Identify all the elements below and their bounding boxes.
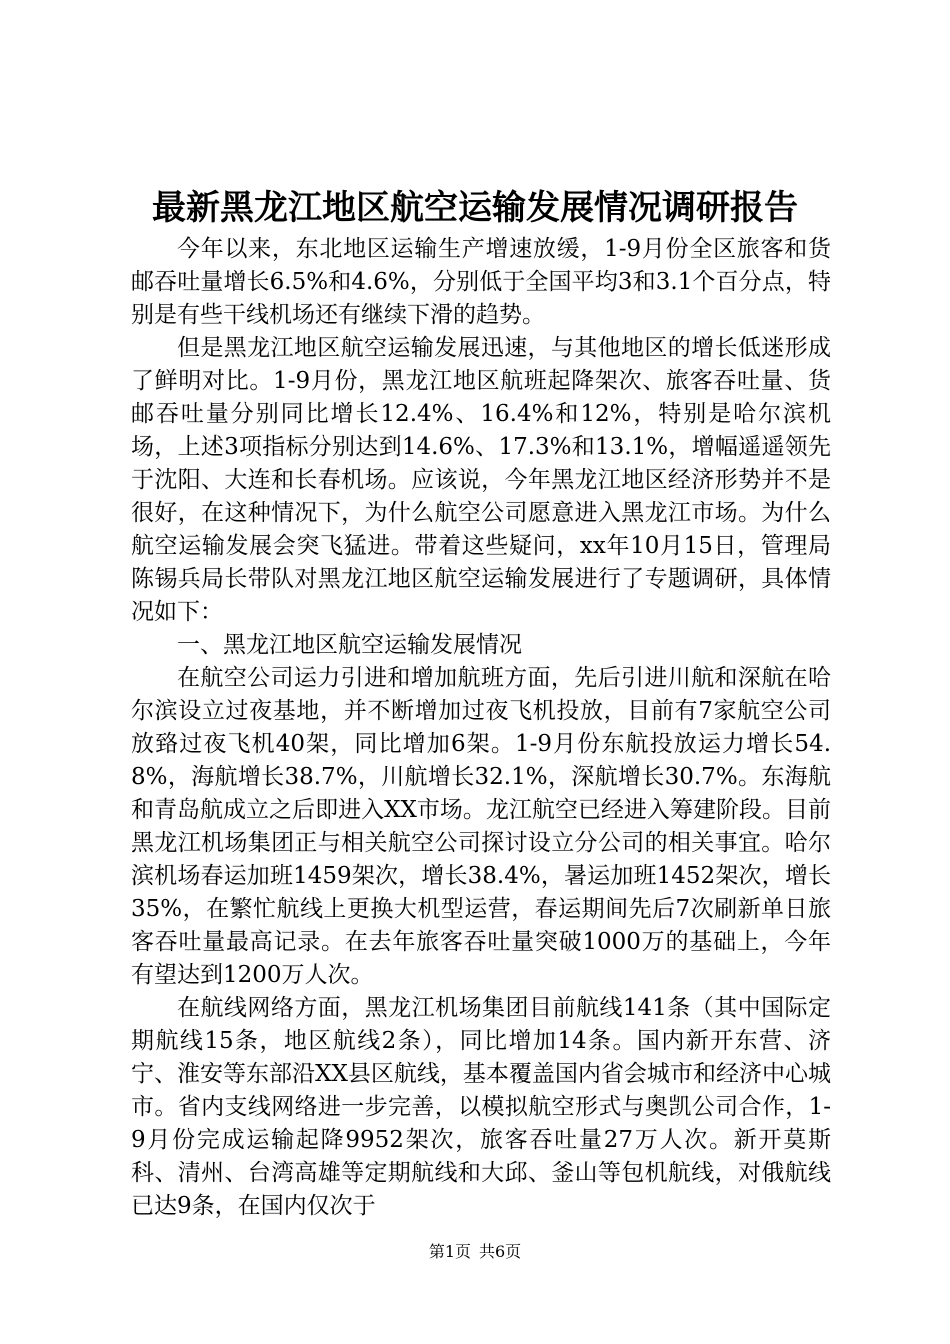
- paragraph-contrast: 但是黑龙江地区航空运输发展迅速，与其他地区的增长低迷形成了鲜明对比。1-9月份，黑龙江地区航班起降架次、旅客吞吐量、货邮吞吐量分别同比增长12.4%、16.4%和12%，特别是哈尔滨机场，上述3项指标分别达到14.6%、17.3%和13.1%，增幅遥遥领先于沈阳、大连和长春机场。应该说，今年黑龙江地区经济形势并不是很好，在这种情况下，为什么航空公司愿意进入黑龙江市场。为什么航空运输发展会突飞猛进。带着这些疑问，xx年10月15日，管理局陈锡兵局长带队对黑龙江地区航空运输发展进行了专题调研，具体情况如下：: [131, 335, 831, 625]
- paragraph-capacity: 在航空公司运力引进和增加航班方面，先后引进川航和深航在哈尔滨设立过夜基地，并不断增加过夜飞机投放，目前有7家航空公司放臵过夜飞机40架，同比增加6架。1-9月份东航投放运力增长54.8%，海航增长38.7%，川航增长32.1%，深航增长30.7%。东海航和青岛航成立之后即进入XX市场。龙江航空已经进入筹建阶段。目前黑龙江机场集团正与相关航空公司探讨设立分公司的相关事宜。哈尔滨机场春运加班1459架次，增长38.4%，暑运加班1452架次，增长35%，在繁忙航线上更换大机型运营，春运期间先后7次刷新单日旅客吞吐量最高记录。在去年旅客吞吐量突破1000万的基础上，今年有望达到1200万人次。: [131, 665, 831, 988]
- section-heading-1: 一、黑龙江地区航空运输发展情况: [177, 632, 522, 658]
- document-title: 最新黑龙江地区航空运输发展情况调研报告: [152, 188, 798, 228]
- document-body: [131, 233, 831, 1223]
- page-footer: [0, 1241, 950, 1263]
- page-number-total: 共6页: [479, 1242, 522, 1261]
- paragraph-intro: 今年以来，东北地区运输生产增速放缓，1-9月份全区旅客和货邮吞吐量增长6.5%和4.6%，分别低于全国平均3和3.1个百分点，特别是有些干线机场还有继续下滑的趋势。: [131, 236, 831, 328]
- page-number-current: 第1页: [428, 1242, 471, 1261]
- paragraph-route-network: 在航线网络方面，黑龙江机场集团目前航线141条（其中国际定期航线15条，地区航线2条），同比增加14条。国内新开东营、济宁、淮安等东部沿XX县区航线，基本覆盖国内省会城市和经济中心城市。省内支线网络进一步完善，以模拟航空形式与奥凯公司合作，1-9月份完成运输起降9952架次，旅客吞吐量27万人次。新开莫斯科、清州、台湾高雄等定期航线和大邱、釜山等包机航线，对俄航线已达9条，在国内仅次于: [131, 995, 831, 1219]
